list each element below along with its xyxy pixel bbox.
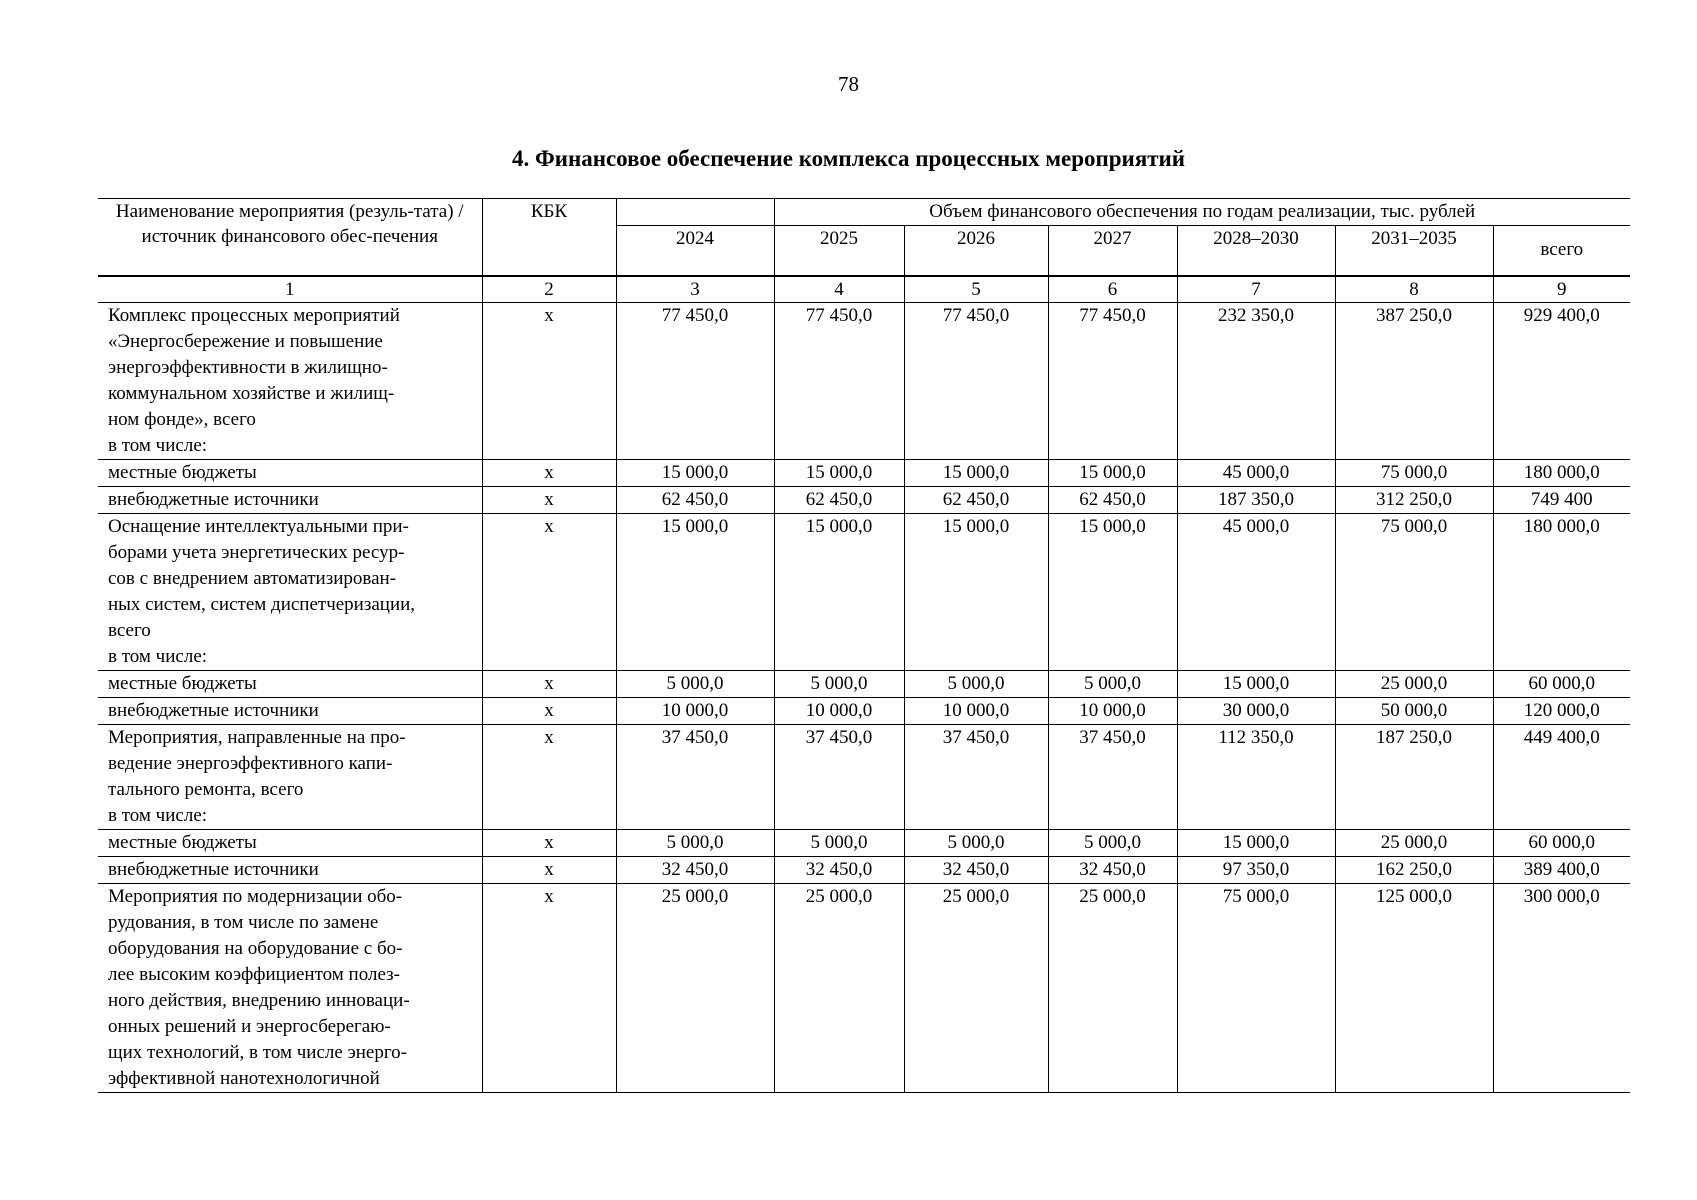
row-name-line: онных решений и энергосберегаю- — [108, 1015, 391, 1037]
row-value: 15 000,0 — [904, 513, 1048, 670]
row-kbk: x — [482, 697, 616, 724]
row-value: 387 250,0 — [1335, 302, 1493, 459]
header-kbk: КБК — [482, 199, 616, 276]
row-value: 449 400,0 — [1493, 724, 1630, 829]
row-value: 75 000,0 — [1335, 513, 1493, 670]
row-value: 45 000,0 — [1177, 459, 1335, 486]
table-row — [98, 459, 1630, 486]
row-value: 77 450,0 — [1048, 302, 1177, 459]
row-name-line: тального ремонта, всего — [108, 778, 304, 800]
row-name-line: всего — [108, 619, 151, 641]
row-value: 32 450,0 — [774, 856, 904, 883]
row-name-line: коммунальном хозяйстве и жилищ- — [108, 382, 395, 404]
row-name — [98, 829, 482, 856]
row-value: 60 000,0 — [1493, 670, 1630, 697]
row-value: 30 000,0 — [1177, 697, 1335, 724]
row-value: 50 000,0 — [1335, 697, 1493, 724]
table-row — [98, 513, 1630, 670]
header-year: 2024 — [616, 226, 774, 276]
table-row — [98, 486, 1630, 513]
row-value: 5 000,0 — [774, 829, 904, 856]
row-value: 5 000,0 — [616, 829, 774, 856]
row-kbk: x — [482, 302, 616, 459]
row-name-line: в том числе: — [108, 434, 208, 456]
row-name-line: Оснащение интеллектуальными при- — [108, 515, 409, 537]
row-name-line: эффективной нанотехнологичной — [108, 1067, 380, 1089]
row-kbk: x — [482, 459, 616, 486]
header-name-text: Наименование мероприятия (резуль-тата) / источник финансового обес-печения — [115, 201, 464, 247]
header-year: 2031–2035 — [1335, 226, 1493, 276]
table-row — [98, 670, 1630, 697]
row-kbk: x — [482, 883, 616, 1092]
row-name-line: борами учета энергетических ресур- — [108, 541, 405, 563]
row-value: 15 000,0 — [616, 513, 774, 670]
row-value: 120 000,0 — [1493, 697, 1630, 724]
row-value: 15 000,0 — [1048, 513, 1177, 670]
row-value: 15 000,0 — [904, 459, 1048, 486]
row-name-line: рудования, в том числе по замене — [108, 911, 379, 933]
row-name-line: «Энергосбережение и повышение — [108, 330, 383, 352]
row-value: 25 000,0 — [904, 883, 1048, 1092]
row-value: 5 000,0 — [904, 670, 1048, 697]
row-value: 187 250,0 — [1335, 724, 1493, 829]
row-name-line: в том числе: — [108, 645, 208, 667]
row-name — [98, 883, 482, 1092]
row-value: 62 450,0 — [774, 486, 904, 513]
row-value: 10 000,0 — [616, 697, 774, 724]
row-value: 25 000,0 — [774, 883, 904, 1092]
row-name-line: ных систем, систем диспетчеризации, — [108, 593, 416, 615]
row-name — [98, 302, 482, 459]
row-value: 25 000,0 — [1335, 670, 1493, 697]
row-value: 25 000,0 — [1048, 883, 1177, 1092]
row-value: 5 000,0 — [774, 670, 904, 697]
column-number: 6 — [1048, 276, 1177, 303]
row-value: 75 000,0 — [1335, 459, 1493, 486]
header-year: 2025 — [774, 226, 904, 276]
table-row — [98, 697, 1630, 724]
row-value: 25 000,0 — [616, 883, 774, 1092]
row-value: 77 450,0 — [616, 302, 774, 459]
row-value: 62 450,0 — [616, 486, 774, 513]
row-kbk: x — [482, 513, 616, 670]
row-name-line: ном фонде», всего — [108, 408, 256, 430]
table-row — [98, 302, 1630, 459]
table-row — [98, 724, 1630, 829]
row-value: 5 000,0 — [616, 670, 774, 697]
row-name-line: внебюджетные источники — [108, 858, 319, 880]
row-name-line: лее высоким коэффициентом полез- — [108, 963, 400, 985]
row-value: 187 350,0 — [1177, 486, 1335, 513]
row-value: 77 450,0 — [904, 302, 1048, 459]
table-body — [98, 302, 1630, 1092]
row-value: 15 000,0 — [1048, 459, 1177, 486]
table-row — [98, 883, 1630, 1092]
row-value: 75 000,0 — [1177, 883, 1335, 1092]
row-name-line: Комплекс процессных мероприятий — [108, 304, 400, 326]
column-number-row — [98, 276, 1630, 303]
column-number: 7 — [1177, 276, 1335, 303]
row-name-line: энергоэффективности в жилищно- — [108, 356, 388, 378]
row-value: 37 450,0 — [616, 724, 774, 829]
row-kbk: x — [482, 486, 616, 513]
row-value: 112 350,0 — [1177, 724, 1335, 829]
row-value: 10 000,0 — [1048, 697, 1177, 724]
row-value: 45 000,0 — [1177, 513, 1335, 670]
row-value: 62 450,0 — [1048, 486, 1177, 513]
row-kbk: x — [482, 724, 616, 829]
column-number: 8 — [1335, 276, 1493, 303]
table-row — [98, 829, 1630, 856]
row-name — [98, 513, 482, 670]
column-number: 9 — [1493, 276, 1630, 303]
row-value: 929 400,0 — [1493, 302, 1630, 459]
column-number: 1 — [98, 276, 482, 303]
header-year: 2027 — [1048, 226, 1177, 276]
header-blank — [616, 199, 774, 226]
row-name-line: оборудования на оборудование с бо- — [108, 937, 403, 959]
row-value: 25 000,0 — [1335, 829, 1493, 856]
row-value: 32 450,0 — [904, 856, 1048, 883]
row-value: 15 000,0 — [616, 459, 774, 486]
row-value: 389 400,0 — [1493, 856, 1630, 883]
column-number: 3 — [616, 276, 774, 303]
row-value: 15 000,0 — [1177, 670, 1335, 697]
row-value: 15 000,0 — [1177, 829, 1335, 856]
row-name — [98, 670, 482, 697]
row-value: 15 000,0 — [774, 513, 904, 670]
row-value: 60 000,0 — [1493, 829, 1630, 856]
row-name — [98, 459, 482, 486]
row-value: 180 000,0 — [1493, 513, 1630, 670]
row-value: 10 000,0 — [904, 697, 1048, 724]
row-name-line: внебюджетные источники — [108, 488, 319, 510]
row-value: 10 000,0 — [774, 697, 904, 724]
row-name-line: Мероприятия, направленные на про- — [108, 726, 406, 748]
row-value: 32 450,0 — [1048, 856, 1177, 883]
row-name — [98, 697, 482, 724]
row-value: 5 000,0 — [904, 829, 1048, 856]
section-title: 4. Финансовое обеспечение комплекса процессных мероприятий — [511, 146, 1186, 171]
row-name-line: внебюджетные источники — [108, 699, 319, 721]
row-name-line: местные бюджеты — [108, 672, 257, 694]
header-name — [98, 199, 482, 276]
row-name-line: местные бюджеты — [108, 461, 257, 483]
header-volume: Объем финансового обеспечения по годам реализации, тыс. рублей — [774, 199, 1630, 226]
row-name — [98, 724, 482, 829]
row-value: 162 250,0 — [1335, 856, 1493, 883]
row-value: 97 350,0 — [1177, 856, 1335, 883]
row-value: 5 000,0 — [1048, 829, 1177, 856]
header-year: 2028–2030 — [1177, 226, 1335, 276]
row-value: 312 250,0 — [1335, 486, 1493, 513]
row-name-line: в том числе: — [108, 804, 208, 826]
row-name-line: сов с внедрением автоматизирован- — [108, 567, 397, 589]
row-value: 5 000,0 — [1048, 670, 1177, 697]
row-value: 125 000,0 — [1335, 883, 1493, 1092]
row-value: 32 450,0 — [616, 856, 774, 883]
row-value: 37 450,0 — [1048, 724, 1177, 829]
row-value: 37 450,0 — [904, 724, 1048, 829]
row-value: 232 350,0 — [1177, 302, 1335, 459]
row-kbk: x — [482, 856, 616, 883]
row-name-line: местные бюджеты — [108, 831, 257, 853]
row-name-line: ведение энергоэффективного капи- — [108, 752, 393, 774]
row-kbk: x — [482, 829, 616, 856]
table-row — [98, 856, 1630, 883]
column-number: 5 — [904, 276, 1048, 303]
row-value: 749 400 — [1493, 486, 1630, 513]
column-number: 2 — [482, 276, 616, 303]
table-header — [98, 199, 1630, 303]
header-year: 2026 — [904, 226, 1048, 276]
row-name — [98, 856, 482, 883]
row-name-line: Мероприятия по модернизации обо- — [108, 885, 403, 907]
row-value: 77 450,0 — [774, 302, 904, 459]
row-kbk: x — [482, 670, 616, 697]
row-value: 37 450,0 — [774, 724, 904, 829]
header-year: всего — [1493, 226, 1630, 276]
column-number: 4 — [774, 276, 904, 303]
row-name-line: щих технологий, в том числе энерго- — [108, 1041, 407, 1063]
page-number: 78 — [838, 72, 859, 96]
row-value: 180 000,0 — [1493, 459, 1630, 486]
financing-table — [98, 198, 1630, 1093]
row-name-line: ного действия, внедрению инноваци- — [108, 989, 410, 1011]
row-name — [98, 486, 482, 513]
row-value: 15 000,0 — [774, 459, 904, 486]
row-value: 300 000,0 — [1493, 883, 1630, 1092]
row-value: 62 450,0 — [904, 486, 1048, 513]
